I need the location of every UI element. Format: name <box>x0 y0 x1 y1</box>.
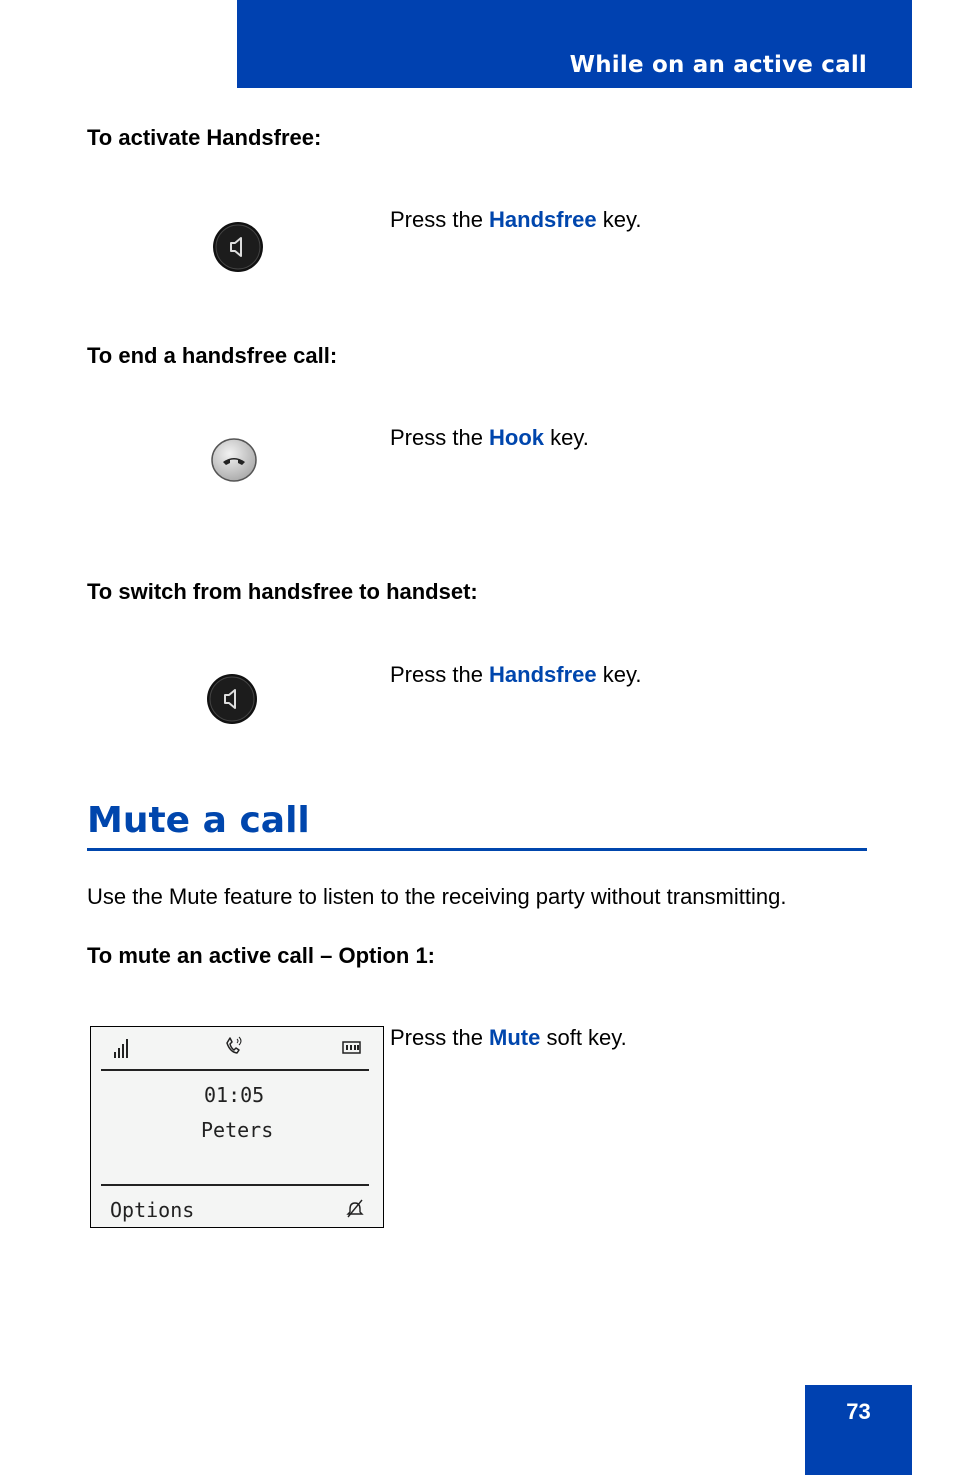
caller-name: Peters <box>201 1118 274 1142</box>
heading-mute-option-1: To mute an active call – Option 1: <box>87 943 436 968</box>
handsfree-key-icon <box>212 221 264 278</box>
mute-icon[interactable] <box>346 1197 364 1224</box>
battery-icon <box>342 1041 362 1060</box>
section-title-mute: Mute a call <box>87 800 310 841</box>
active-call-icon <box>221 1035 245 1064</box>
header-title: While on an active call <box>569 52 867 78</box>
display-divider <box>101 1184 369 1186</box>
signal-strength-icon <box>113 1037 131 1064</box>
options-softkey[interactable]: Options <box>110 1198 195 1222</box>
instruction-switch-to-handset: Press the Handsfree key. <box>390 662 642 687</box>
instruction-activate-handsfree: Press the Handsfree key. <box>390 207 642 232</box>
page-number-tab <box>805 1385 912 1475</box>
phone-display <box>90 1026 384 1228</box>
handsfree-key-icon <box>206 673 258 730</box>
section-divider <box>87 848 867 851</box>
handsfree-key-label: Handsfree <box>489 207 597 232</box>
instruction-mute: Press the Mute soft key. <box>390 1025 627 1050</box>
mute-description: Use the Mute feature to listen to the receiving party without transmitting. <box>87 884 787 909</box>
instruction-end-handsfree-call: Press the Hook key. <box>390 425 589 450</box>
mute-key-label: Mute <box>489 1025 541 1050</box>
display-divider <box>101 1069 369 1071</box>
call-timer: 01:05 <box>204 1083 265 1107</box>
heading-switch-to-handset: To switch from handsfree to handset: <box>87 579 478 604</box>
hook-key-icon <box>211 438 257 487</box>
handsfree-key-label: Handsfree <box>489 662 597 687</box>
page-number: 73 <box>846 1399 871 1424</box>
header-bar <box>237 0 912 88</box>
heading-end-handsfree-call: To end a handsfree call: <box>87 343 338 368</box>
hook-key-label: Hook <box>489 425 545 450</box>
heading-activate-handsfree: To activate Handsfree: <box>87 125 322 150</box>
